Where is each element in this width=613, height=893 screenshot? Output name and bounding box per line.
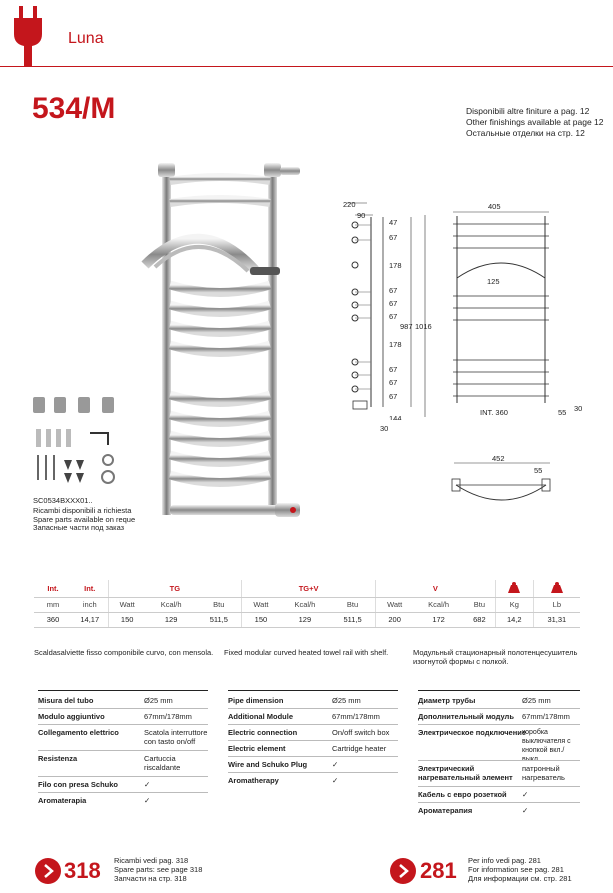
th-int-mm: Int.: [34, 580, 72, 597]
spec-divider: [418, 690, 580, 691]
dim-sp-2: 178: [389, 261, 402, 270]
table-subheader-row: [34, 597, 580, 612]
th-v: V: [375, 580, 495, 597]
th-sub: Watt: [108, 597, 146, 612]
th-sub: inch: [72, 597, 108, 612]
dim-side-bottom: 30: [380, 424, 389, 433]
dim-top-depth: 55: [534, 466, 543, 475]
cell: 14,17: [72, 612, 108, 627]
info-page-link[interactable]: 281: [420, 858, 457, 883]
th-sub: Kcal/h: [413, 597, 464, 612]
dim-side-offset: 90: [357, 211, 366, 220]
cell: 511,5: [196, 612, 241, 627]
top-view-drawing: [450, 455, 560, 515]
cell: 150: [108, 612, 146, 627]
cell: 682: [464, 612, 496, 627]
cell: 172: [413, 612, 464, 627]
th-sub: Kg: [495, 597, 533, 612]
finishings-it: Disponibili altre finiture a pag. 12: [466, 106, 590, 116]
description-en: Fixed modular curved heated towel rail with shelf.: [224, 648, 389, 657]
spec-divider: [38, 690, 208, 691]
th-sub: Watt: [375, 597, 413, 612]
th-int-inch: Int.: [72, 580, 108, 597]
dim-height-total: 1016: [415, 322, 432, 331]
arrow-right-icon[interactable]: [35, 858, 61, 884]
performance-table: [34, 580, 580, 628]
dim-sp-10: 144: [389, 414, 402, 420]
th-sub: mm: [34, 597, 72, 612]
finishings-note: [466, 106, 604, 139]
th-sub: Kcal/h: [146, 597, 197, 612]
plug-icon: [8, 6, 48, 66]
description-it: Scaldasalviette fisso componibile curvo, con mensola.: [34, 648, 214, 657]
arrow-right-icon[interactable]: [390, 858, 416, 884]
dim-sp-9: 67: [389, 392, 398, 401]
th-tgv: TG+V: [242, 580, 376, 597]
dim-sp-3: 67: [389, 286, 398, 295]
spare-note: [33, 507, 135, 533]
cell: 129: [280, 612, 331, 627]
spec-divider: [228, 690, 398, 691]
dim-top-width: 452: [492, 455, 505, 463]
side-view-drawing: [325, 195, 445, 420]
dim-sp-5: 67: [389, 312, 398, 321]
footer-info-note: Per info vedi pag. 281 For information see pag. 281 Для информации см. стр. 281: [468, 856, 572, 883]
spare-it: Ricambi disponibili a richiesta: [33, 506, 132, 515]
cell: 511,5: [330, 612, 375, 627]
cell: 360: [34, 612, 72, 627]
dim-sp-4: 67: [389, 299, 398, 308]
spare-code: SC0534BXXX01..: [33, 496, 93, 505]
spare-en: Spare parts available on reque: [33, 514, 136, 524]
dim-front-right-b: 30: [574, 404, 583, 413]
weight-kg-icon: [495, 580, 533, 597]
dim-height-inner: 987: [400, 322, 413, 331]
brand-name: Luna: [68, 30, 104, 47]
weight-lb-icon: [533, 580, 580, 597]
table-row: [34, 612, 580, 627]
spare-ru: Запасные части под заказ: [33, 523, 125, 532]
spare-parts-photo: [28, 395, 128, 490]
dim-sp-0: 47: [389, 218, 398, 227]
spare-parts-page-link[interactable]: 318: [64, 858, 101, 883]
th-sub: Kcal/h: [280, 597, 331, 612]
th-tg: TG: [108, 580, 242, 597]
dim-sp-6: 178: [389, 340, 402, 349]
model-code: 534/M: [32, 92, 116, 125]
dim-sp-1: 67: [389, 233, 398, 242]
cell: 14,2: [495, 612, 533, 627]
dim-sp-8: 67: [389, 378, 398, 387]
th-sub: Btu: [196, 597, 241, 612]
dim-front-right-a: 55: [558, 408, 567, 417]
dim-sp-7: 67: [389, 365, 398, 374]
description-ru: Модульный стационарный полотенцесушитель изогнутой формы с полкой.: [413, 648, 578, 666]
front-view-drawing: [445, 198, 565, 418]
cell: 31,31: [533, 612, 580, 627]
header-divider: [0, 66, 613, 67]
dim-front-width: 405: [488, 202, 501, 211]
cell: 129: [146, 612, 197, 627]
cell: 200: [375, 612, 413, 627]
th-sub: Lb: [533, 597, 580, 612]
th-sub: Btu: [330, 597, 375, 612]
finishings-ru: Остальные отделки на стр. 12: [466, 128, 585, 138]
dim-side-width: 220: [343, 200, 356, 209]
cell: 150: [242, 612, 280, 627]
th-sub: Watt: [242, 597, 280, 612]
footer-spare-note: Ricambi vedi pag. 318 Spare parts: see page 318 Запчасти на стр. 318: [114, 856, 203, 883]
th-sub: Btu: [464, 597, 496, 612]
dim-front-int: INT. 360: [480, 408, 508, 417]
product-photo: [130, 155, 310, 545]
dim-front-arc: 125: [487, 277, 500, 286]
finishings-en: Other finishings available at page 12: [466, 117, 604, 127]
